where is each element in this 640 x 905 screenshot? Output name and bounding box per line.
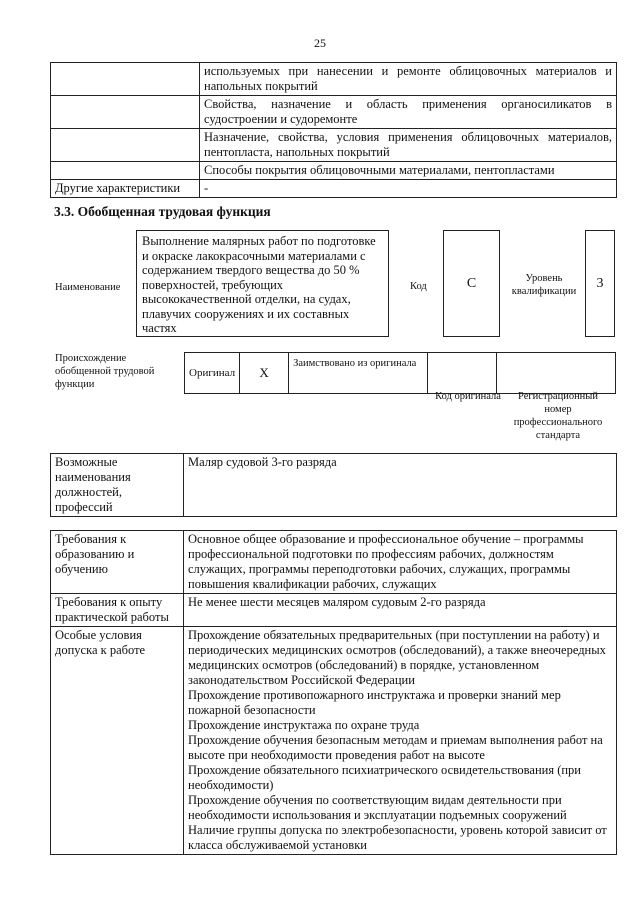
- origin-table: [184, 352, 616, 394]
- positions-label: Возможные наименования должностей, профессий: [51, 454, 184, 517]
- positions-table: [50, 453, 617, 517]
- name-label: Наименование: [55, 282, 121, 293]
- list-item: Прохождение обучения по соответствующим видам деятельности при необходимости использования и эксплуатации подъемных сооружений: [188, 793, 567, 822]
- table-cell-left: [51, 63, 200, 96]
- other-characteristics-value: -: [200, 180, 617, 198]
- table-row: [185, 353, 616, 394]
- qualification-level-label: Уровень квалификации: [511, 273, 577, 297]
- reg-number-cell: [497, 353, 616, 394]
- original-mark: X: [240, 353, 289, 394]
- admission-value: [184, 627, 617, 855]
- table-row: [51, 594, 617, 627]
- table-row: [51, 96, 617, 129]
- positions-value: Маляр судовой 3-го разряда: [184, 454, 617, 517]
- table-cell-left: [51, 129, 200, 162]
- table-row: [51, 627, 617, 855]
- section-heading: 3.3. Обобщенная трудовая функция: [54, 204, 271, 219]
- reg-number-caption: Регистрационный номер профессионального стандарта: [513, 391, 603, 441]
- list-item: Наличие группы допуска по электробезопасности, уровень которой зависит от класса обслуживаемой установки: [188, 823, 607, 852]
- table-cell-right: Способы покрытия облицовочными материалами, пентопластами: [200, 162, 617, 180]
- list-item: Прохождение обязательных предварительных (при поступлении на работу) и периодических медицинских осмотров (обследований), а также внеочередных медицинских осмотров (обследований) в порядке, установленном законодательством Российской Федерации: [188, 628, 606, 687]
- table-cell-left: [51, 162, 200, 180]
- origin-label: Происхождение обобщенной трудовой функции: [55, 353, 155, 390]
- table-row: [51, 180, 617, 198]
- education-value: Основное общее образование и профессиональное обучение – программы профессиональной подготовки по профессиям рабочих, должностям служащих, программы переподготовки рабочих, служащих, программы повышения квалификации рабочих, служащих: [184, 531, 617, 594]
- table-cell-left: [51, 96, 200, 129]
- borrowed-label: Заимствовано из оригинала: [289, 353, 428, 394]
- other-characteristics-label: Другие характеристики: [51, 180, 200, 198]
- table-cell-right: используемых при нанесении и ремонте облицовочных материалов и напольных покрытий: [200, 63, 617, 96]
- qualification-level-box: 3: [585, 230, 615, 337]
- table-row: [51, 454, 617, 517]
- original-label: Оригинал: [185, 353, 240, 394]
- list-item: Прохождение обязательного психиатрического освидетельствования (при необходимости): [188, 763, 581, 792]
- table-row: [51, 531, 617, 594]
- table-cell-right: Свойства, назначение и область применения органосиликатов в судостроении и судоремонте: [200, 96, 617, 129]
- code-value-box: C: [443, 230, 500, 337]
- page-number: 25: [314, 36, 326, 50]
- education-label: Требования к образованию и обучению: [51, 531, 184, 594]
- table-row: [51, 63, 617, 96]
- list-item: Прохождение инструктажа по охране труда: [188, 718, 420, 732]
- experience-value: Не менее шести месяцев маляром судовым 2-го разряда: [184, 594, 617, 627]
- function-name-box: Выполнение малярных работ по подготовке и окраске лакокрасочными материалами с содержанием твердого вещества до 50 % поверхностей, требующих высококачественной отделки, на судах, плавучих сооружениях и их составных частях: [136, 230, 389, 337]
- admission-label: Особые условия допуска к работе: [51, 627, 184, 855]
- requirements-table: [50, 530, 617, 855]
- knowledge-table: [50, 62, 617, 198]
- code-original-cell: [428, 353, 497, 394]
- table-row: [51, 129, 617, 162]
- list-item: Прохождение обучения безопасным методам и приемам выполнения работ на высоте при необходимости проведения работ на высоте: [188, 733, 603, 762]
- table-cell-right: Назначение, свойства, условия применения облицовочных материалов, пентопласта, напольных покрытий: [200, 129, 617, 162]
- code-original-caption: Код оригинала: [435, 391, 501, 402]
- list-item: Прохождение противопожарного инструктажа и проверки знаний мер пожарной безопасности: [188, 688, 561, 717]
- code-label: Код: [410, 281, 427, 292]
- table-row: [51, 162, 617, 180]
- experience-label: Требования к опыту практической работы: [51, 594, 184, 627]
